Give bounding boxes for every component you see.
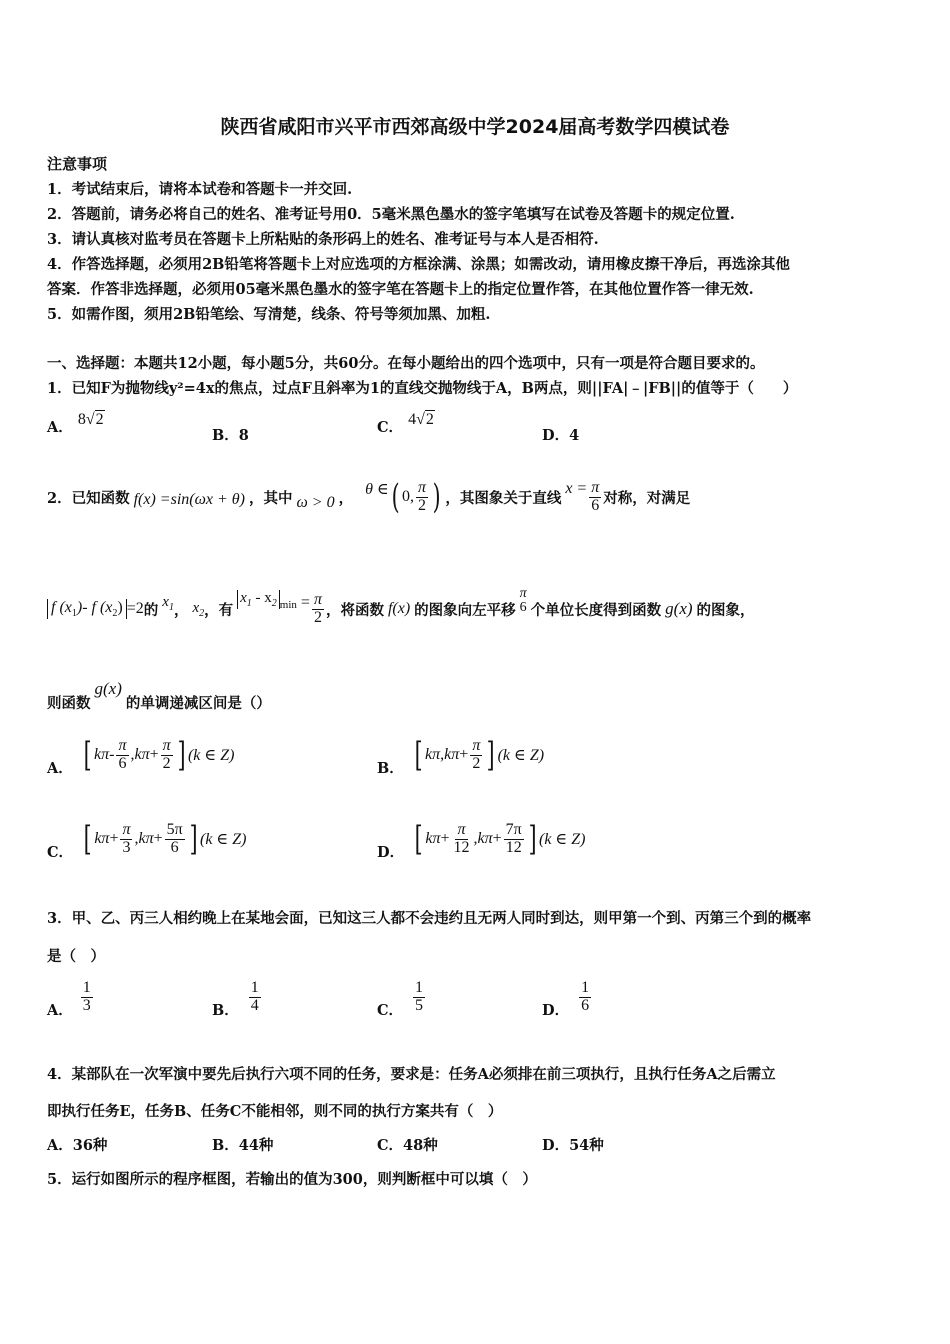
q1-option-d: D．4: [542, 427, 580, 444]
notice-heading: 注意事项: [47, 155, 108, 173]
question-3-line-2: 是（ ）: [47, 948, 105, 965]
notice-item: 4．作答选择题，必须用2B铅笔将答题卡上对应选项的方框涂满、涂黑；如需改动，请用橡皮擦干净后，再选涂其他: [47, 256, 790, 273]
question-2-line-3: 则函数 g(x) 的单调递减区间是（）: [47, 678, 271, 712]
question-4-line-1: 4．某部队在一次军演中要先后执行六项不同的任务，要求是：任务A必须排在前三项执行，且执行任务A之后需立: [47, 1066, 776, 1083]
q3-option-c: C． $\frac{1}{5}$: [377, 979, 424, 1019]
notice-item: 答案．作答非选择题，必须用05毫米黑色墨水的签字笔在答题卡上的指定位置作答，在其他位置作答一律无效.: [47, 281, 754, 298]
question-4-line-2: 即执行任务E，任务B、任务C不能相邻，则不同的执行方案共有（ ）: [47, 1103, 503, 1120]
question-3-line-1: 3．甲、乙、丙三人相约晚上在某地会面，已知这三人都不会违约且无两人同时到达，则甲第一个到、丙第三个到的概率: [47, 910, 812, 927]
q2-option-c: C． [ kπ + $\frac{\pi}{3}$ , kπ + $\frac{5\pi}{6}$ ] (k ∈ Z): [47, 819, 247, 861]
q4-option-a: A．36种: [47, 1137, 108, 1154]
notice-item: 5．如需作图，须用2B铅笔绘、写清楚，线条、符号等须加黑、加粗.: [47, 306, 491, 323]
notice-item: 1．考试结束后，请将本试卷和答题卡一并交回.: [47, 181, 353, 198]
question-2-line-2: f $(x_1)-$ f $(x_2)$ =2 的 $x_1$ ， $x_2$ ，有 $x_1 - x_2$ min = $\frac{\pi}{2}$ ，将函数 f(x) 的图象向左平移 π 6 个单位长度得到函数 g(x) 的图象，: [47, 592, 755, 627]
section-heading: 一、选择题：本题共12小题，每小题5分，共60分。在每小题给出的四个选项中，只有一项是符合题目要求的。: [47, 355, 765, 372]
question-2-line-1: 2．已知函数 f(x) =sin(ωx + θ) ，其中 ω > 0 ， θ ∈ ( 0, $\frac{\pi}{2}$ ) ，其图象关于直线 x = $\frac{\pi}{6}$ 对称，对满足: [47, 477, 691, 518]
q3-option-d: D． $\frac{1}{6}$: [542, 979, 590, 1019]
q4-option-c: C．48种: [377, 1137, 438, 1154]
page-title: 陕西省咸阳市兴平市西郊高级中学2024届高考数学四模试卷: [220, 116, 730, 138]
q3-option-b: B． $\frac{1}{4}$: [212, 979, 259, 1019]
q2-option-d: D． [ kπ + $\frac{\pi}{12}$ , kπ + $\frac{7\pi}{12}$ ] (k ∈ Z): [377, 819, 586, 861]
q4-option-d: D．54种: [542, 1137, 604, 1154]
q1-option-c: C． 4√2: [377, 411, 434, 436]
question-1-stem: 1．已知F为抛物线y²=4x的焦点，过点F且斜率为1的直线交抛物线于A，B两点，则||FA|﹣|FB||的值等于（ ）: [47, 380, 798, 397]
q2-option-b: B． [ kπ , kπ + $\frac{\pi}{2}$ ] (k ∈ Z): [377, 735, 545, 777]
q1-option-a: A． 8√2: [47, 411, 104, 436]
notice-item: 2．答题前，请务必将自己的姓名、准考证号用0．5毫米黑色墨水的签字笔填写在试卷及答题卡的规定位置.: [47, 206, 735, 223]
notice-item: 3．请认真核对监考员在答题卡上所粘贴的条形码上的姓名、准考证号与本人是否相符.: [47, 231, 599, 248]
q1-option-b: B．8: [212, 427, 249, 444]
q4-option-b: B．44种: [212, 1137, 274, 1154]
q2-option-a: A． [ kπ - $\frac{\pi}{6}$ , kπ + $\frac{\pi}{2}$ ] (k ∈ Z): [47, 735, 235, 777]
q3-option-a: A． $\frac{1}{3}$: [47, 979, 91, 1019]
question-5-stem: 5．运行如图所示的程序框图，若输出的值为300，则判断框中可以填（ ）: [47, 1171, 537, 1188]
